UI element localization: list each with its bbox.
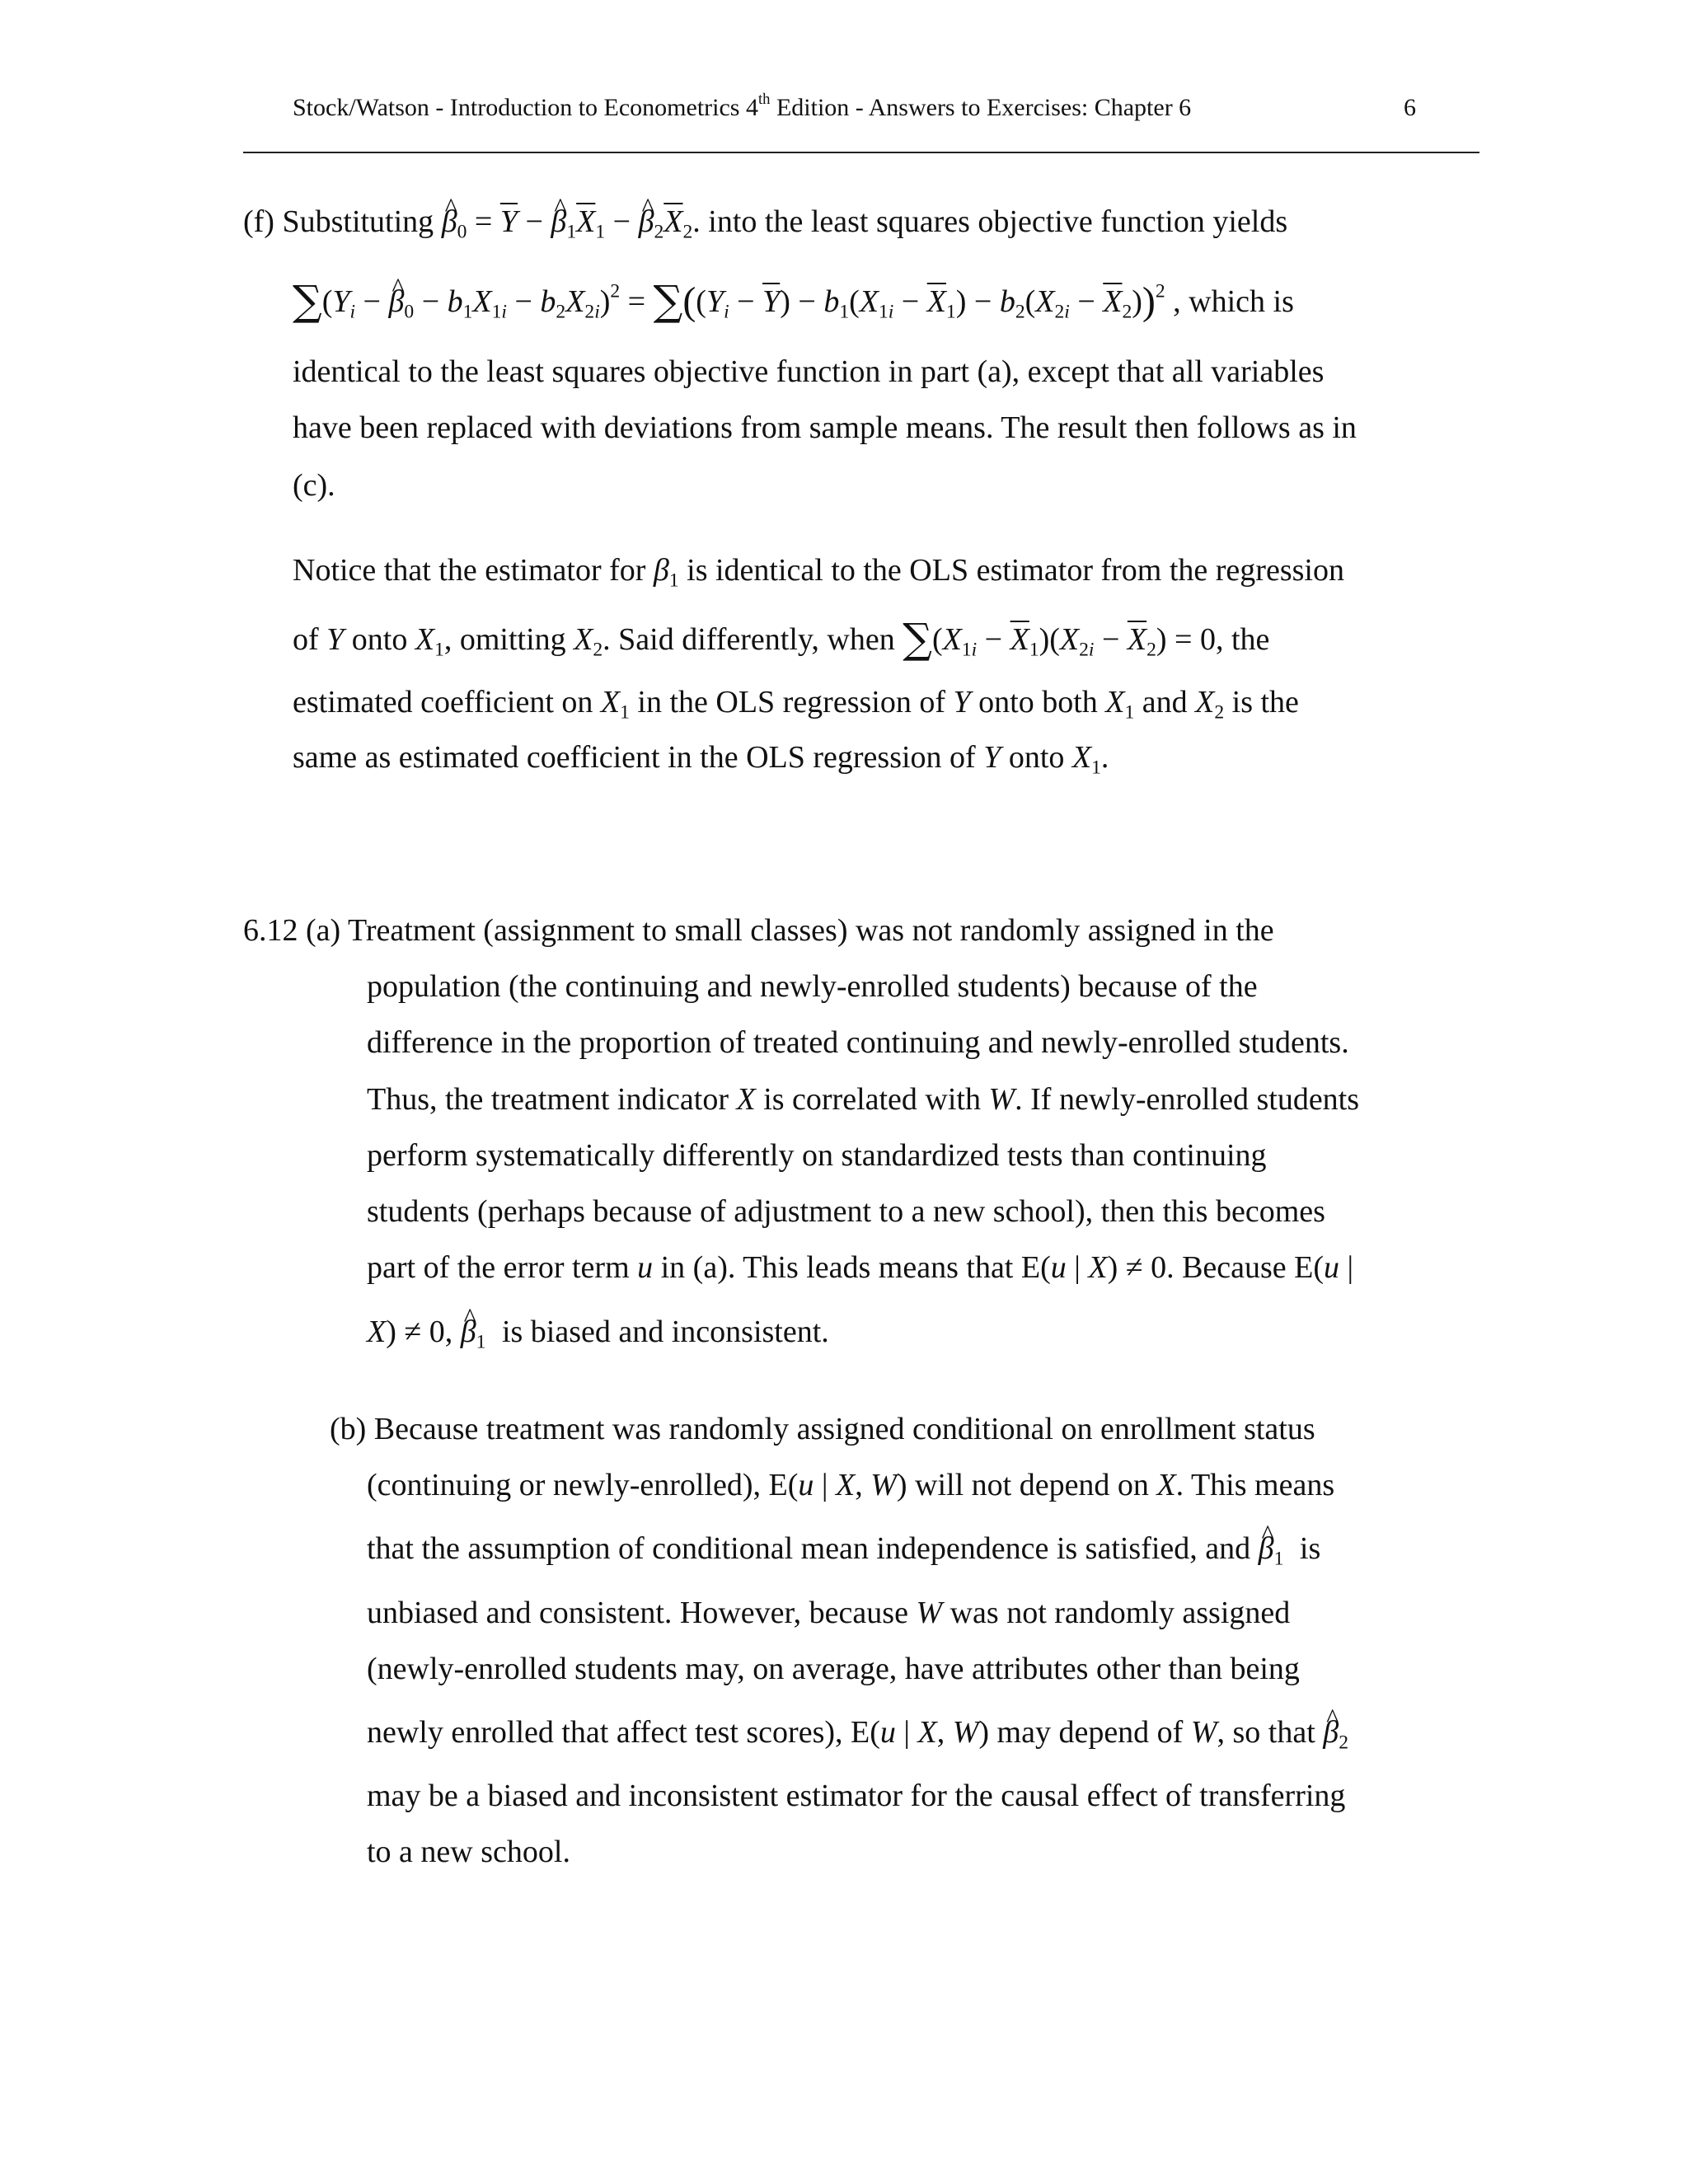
beta0-substitution-equation: ^ $\beta_0 = \overline{Y}$ − ^ $\beta_1\overline{X}_1$ − ^ $\beta_2\overline{X}_2$. (442, 204, 701, 239)
part-f-text-line: (c). (293, 468, 335, 503)
part-f-line-1: (f) Substituting ^ $\beta_0 = \overline{Y}$ − ^ $\beta_1\overline{X}_1$ − ^ $\beta_2\overline{X}_2$. into the least squares objective function yields (243, 206, 1287, 237)
part-f-text-line: identical to the least squares objective function in part (a), except that all variables (293, 354, 1325, 389)
header-divider (243, 152, 1479, 153)
page-header-title: Stock/Watson - Introduction to Econometrics 4th Edition - Answers to Exercises: Chapter 6 (293, 91, 1192, 121)
q612a-line-2: population (the continuing and newly-enrolled students) because of the (367, 969, 1258, 1004)
part-f-text-line: have been replaced with deviations from sample means. The result then follows as in (293, 410, 1357, 445)
q612a-line-4: Thus, the treatment indicator X is correlated with W. If newly-enrolled students (367, 1082, 1360, 1117)
q612b-line-3: that the assumption of conditional mean independence is satisfied, and ^ $\beta_1$ is (367, 1533, 1320, 1564)
q612b-line-2: (continuing or newly-enrolled), E(u | X, W) will not depend on X. This means (367, 1468, 1335, 1502)
notice-line-1: Notice that the estimator for $\beta_1$ is identical to the OLS estimator from the regression (293, 553, 1344, 592)
q612b-line-6: newly enrolled that affect test scores), E(u | X, W) may depend of W, so that ^ $\beta_2$ (367, 1717, 1348, 1748)
q612a-line-3: difference in the proportion of treated continuing and newly-enrolled students. (367, 1025, 1349, 1060)
notice-line-3: estimated coefficient on $X_1$ in the OLS regression of Y onto both $X_1$ and $X_2$ is the (293, 685, 1299, 724)
least-squares-objective-equation: $\sum(Y_i$ − ^ $\beta_0 - b_1X_{1i} - b_2X_{2i})^2 = \sum((Y_i - \overline{Y}) - b_1(X_{1i} - \overline{X}_1) - b_2(X_{2i} - \overline{X}_2))^2$ , which is (293, 280, 1294, 321)
q612a-line-8: X) ≠ 0, ^ $\beta_1$ is biased and inconsistent. (367, 1316, 829, 1347)
q612a-line-5: perform systematically differently on standardized tests than continuing (367, 1138, 1267, 1173)
notice-line-2: of Y onto $X_1$, omitting $X_2$. Said differently, when $\sum(X_{1i} - \overline{X}_1)(X_{2i} - \overline{X}_2) = 0$, the (293, 615, 1270, 663)
notice-line-4: same as estimated coefficient in the OLS regression of Y onto $X_1$. (293, 740, 1109, 779)
orthogonality-condition-equation: $\sum(X_{1i} - \overline{X}_1)(X_{2i} - \overline{X}_2) = 0$ (903, 615, 1216, 663)
q612a-line-6: students (perhaps because of adjustment to a new school), then this becomes (367, 1194, 1325, 1229)
q612a-line-1: 6.12 (a) Treatment (assignment to small classes) was not randomly assigned in the (243, 913, 1274, 948)
q612b-line-4: unbiased and consistent. However, because W was not randomly assigned (367, 1596, 1291, 1630)
page-number: 6 (1404, 94, 1416, 121)
q612b-line-5: (newly-enrolled students may, on average, have attributes other than being (367, 1652, 1300, 1686)
q612b-line-8: to a new school. (367, 1835, 570, 1869)
q612b-line-1: (b) Because treatment was randomly assigned conditional on enrollment status (330, 1412, 1315, 1446)
q612a-line-7: part of the error term u in (a). This leads means that E(u | X) ≠ 0. Because E(u | (367, 1250, 1354, 1285)
q612b-line-7: may be a biased and inconsistent estimator for the causal effect of transferring (367, 1779, 1346, 1813)
